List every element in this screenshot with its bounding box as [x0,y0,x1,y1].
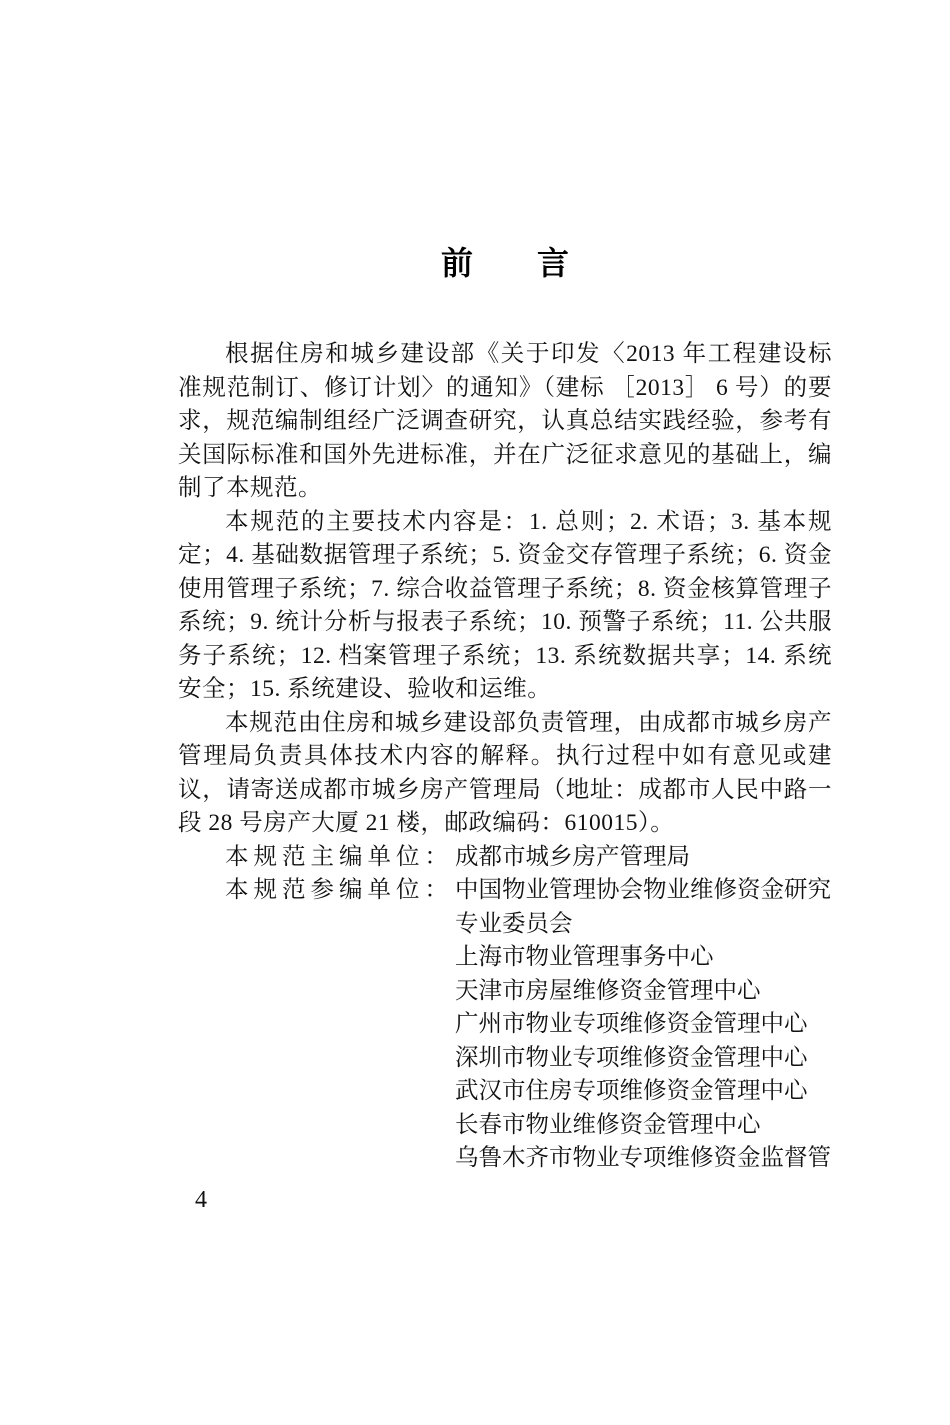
participating-editors-row [178,874,832,1176]
unit-line: 长春市物业维修资金管理中心 [455,1111,761,1138]
chief-editor-row [178,841,832,875]
chief-editor-label: 本规范主编单位： [225,843,453,870]
paragraph-basis: 根据住房和城乡建设部《关于印发〈2013 年工程建设标准规范制订、修订计划〉的通知》（建标 ［2013］ 6 号）的要求，规范编制组经广泛调查研究，认真总结实践经验，参考有关国际标准和国外先进标准，并在广泛征求意见的基础上，编制了本规范。 [178,341,832,501]
paragraph-management: 本规范由住房和城乡建设部负责管理，由成都市城乡房产管理局负责具体技术内容的解释。执行过程中如有意见或建议，请寄送成都市城乡房产管理局（地址：成都市人民中路一段 28 号房产大厦 21 楼，邮政编码：610015）。 [178,709,832,836]
unit-line: 乌鲁木齐市物业专项维修资金监督管 [455,1145,831,1171]
participating-editors-label: 本规范参编单位： [225,877,453,903]
unit-line: 广州市物业专项维修资金管理中心 [455,1011,808,1037]
unit-line: 武汉市住房专项维修资金管理中心 [455,1078,808,1104]
unit-line: 上海市物业管理事务中心 [455,944,714,970]
unit-line: 深圳市物业专项维修资金管理中心 [455,1044,808,1071]
participating-editors-values [455,874,832,1176]
unit-line: 专业委员会 [455,910,573,937]
page-title: 前 言 [440,245,569,281]
page-number: 4 [195,1187,207,1213]
chief-editor-value: 成都市城乡房产管理局 [455,843,690,870]
chief-editor-values [455,841,832,875]
unit-line: 中国物业管理协会物业维修资金研究 [455,877,831,903]
paragraph-contents: 本规范的主要技术内容是：1. 总则；2. 术语；3. 基本规定；4. 基础数据管理子系统；5. 资金交存管理子系统；6. 资金使用管理子系统；7. 综合收益管理子系统；8. 资金核算管理子系统；9. 统计分析与报表子系统；10. 预警子系统；11. 公共服务子系统；12. 档案管理子系统；13. 系统数据共享；14. 系统安全；15. 系统建设、验收和运维。 [178,508,832,702]
unit-line: 天津市房屋维修资金管理中心 [455,977,761,1004]
